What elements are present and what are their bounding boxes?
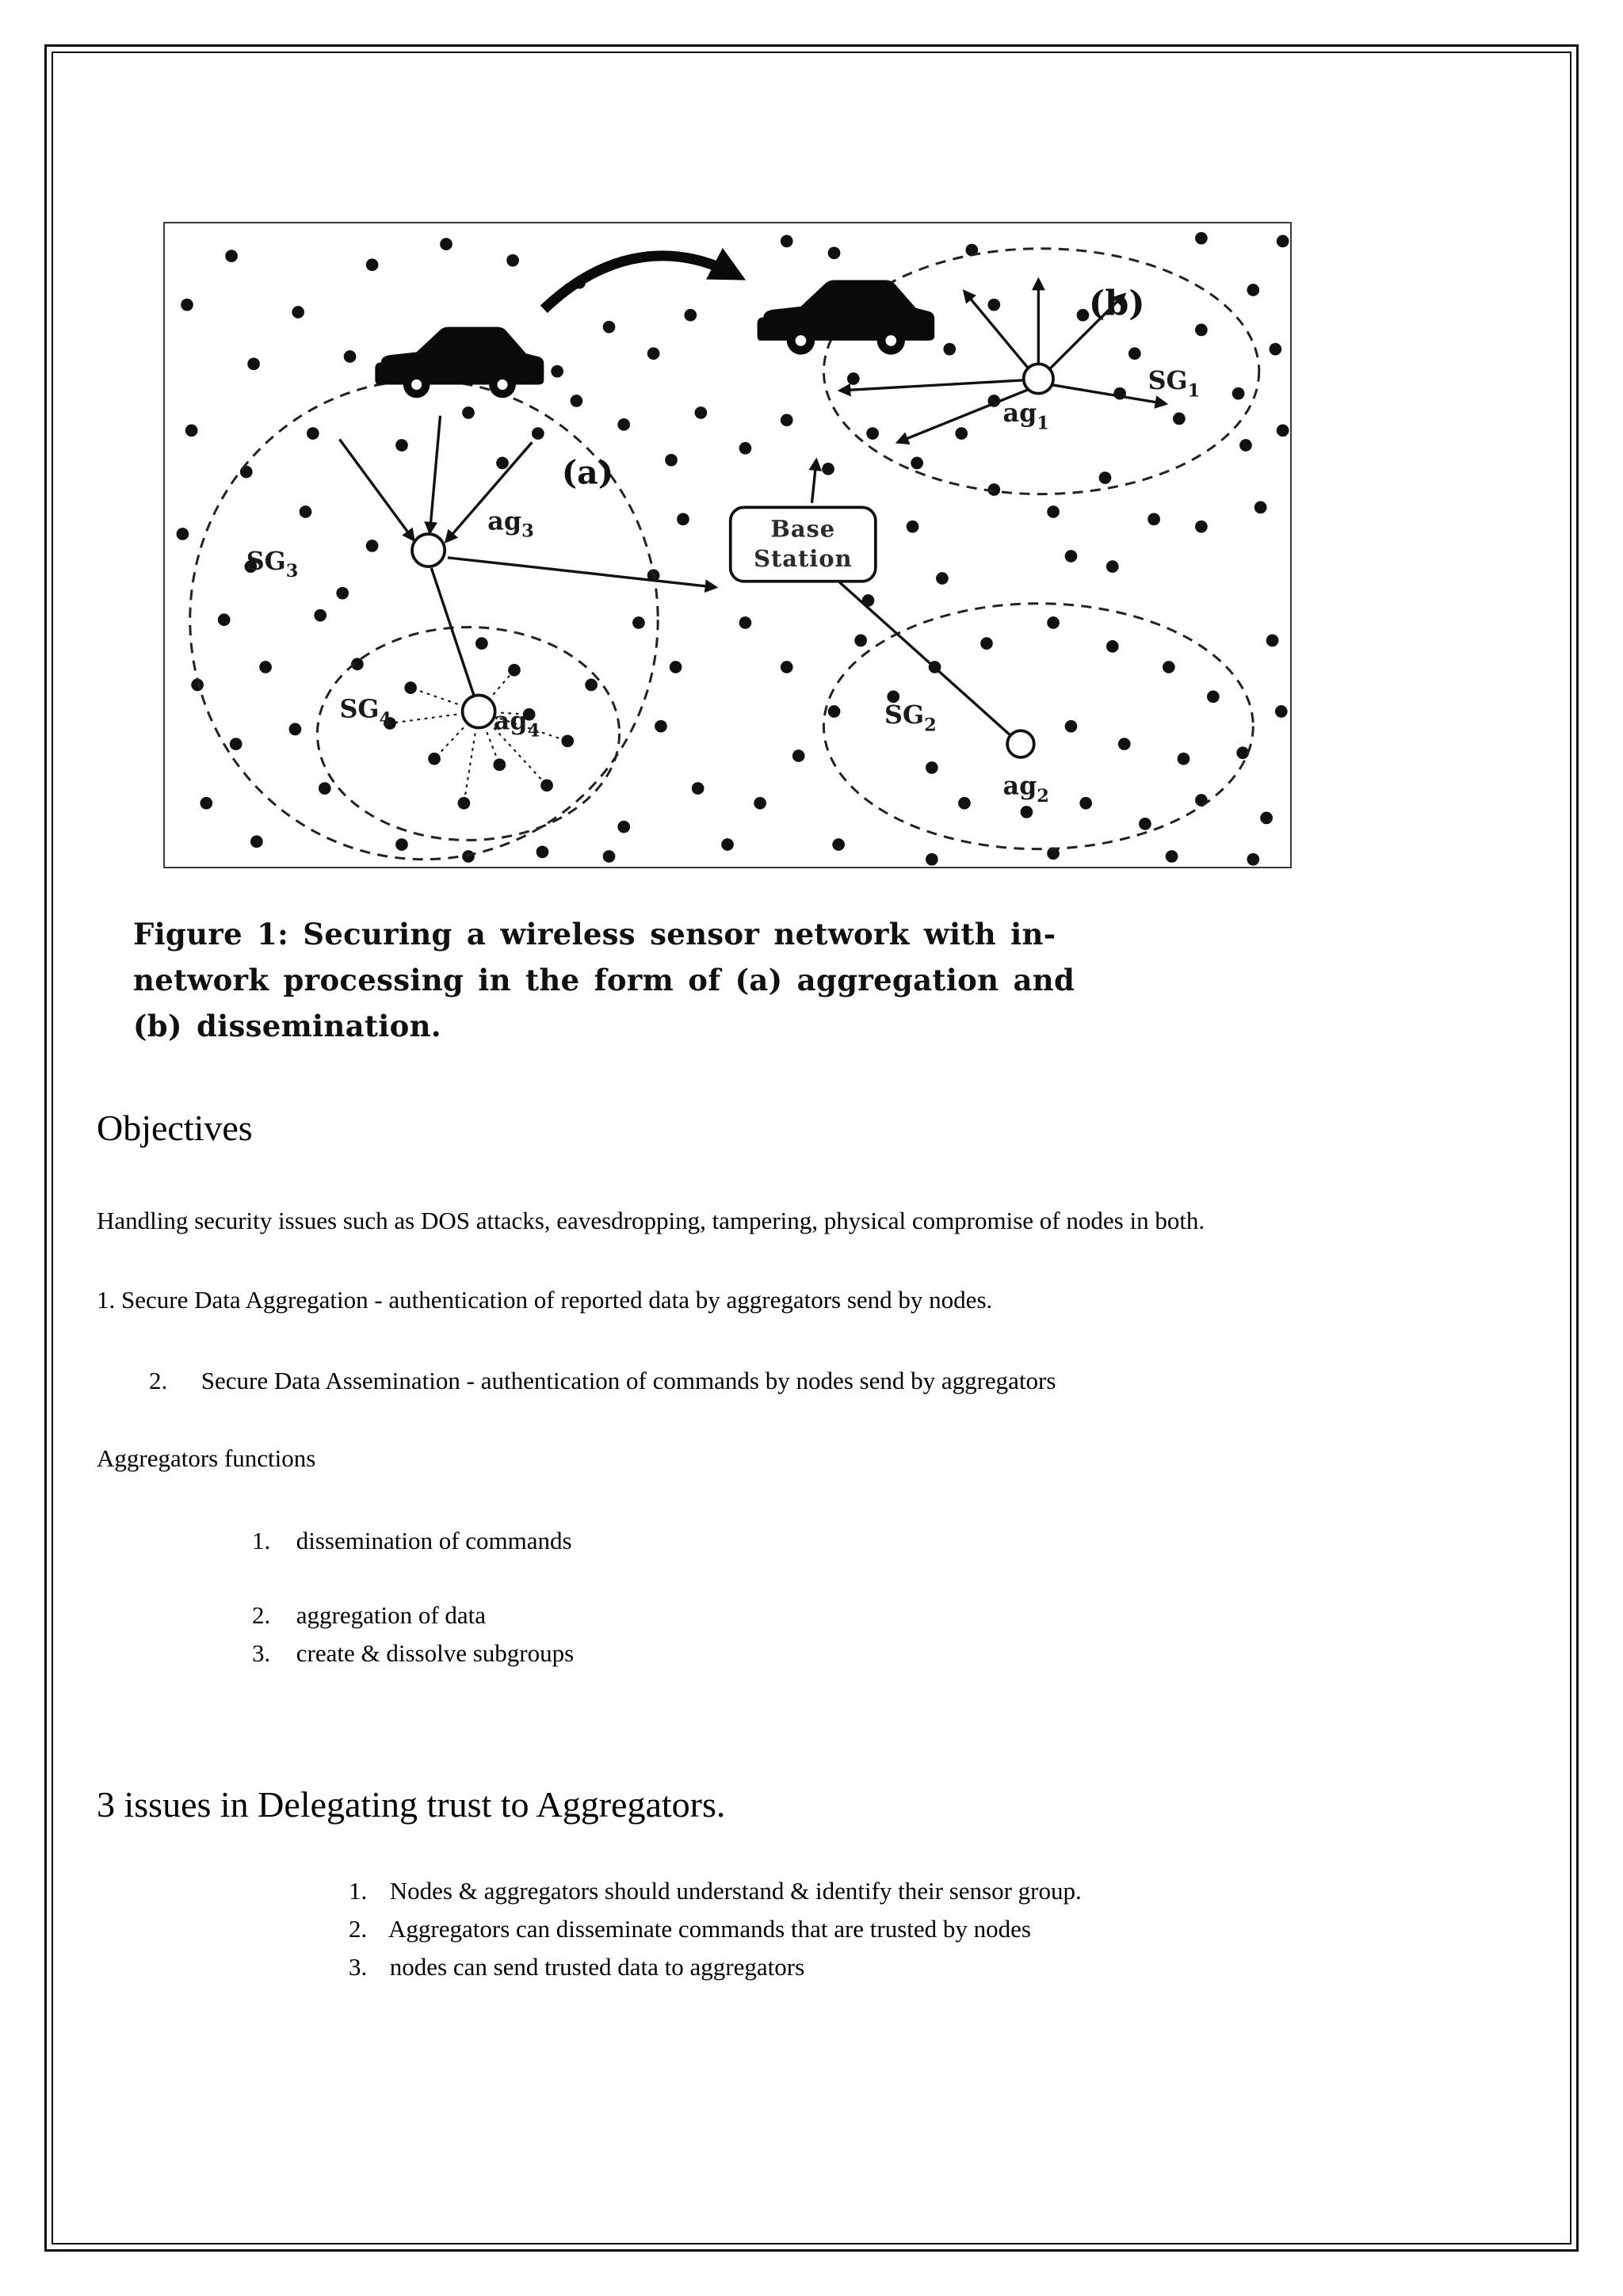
label-sg4 (339, 694, 391, 729)
figure-caption-line2: network processing in the form of (a) aggregation and (133, 963, 1075, 997)
sensor-node-dot (319, 782, 331, 795)
sensor-node-dot (958, 797, 971, 810)
sensor-node-dot (496, 457, 509, 470)
sensor-node-dot (247, 357, 260, 370)
sensor-node-dot (428, 753, 441, 765)
objective-item-2 (149, 1366, 1536, 1397)
label-sg1-base: SG (1148, 366, 1188, 396)
sensor-node-dot (926, 761, 938, 774)
sensor-node-dot (907, 521, 919, 533)
issues-heading: 3 issues in Delegating trust to Aggregators. (97, 1784, 726, 1825)
sensor-node-dot (561, 734, 574, 747)
sensor-node-dot (1269, 343, 1281, 356)
label-ag1-base: ag (1002, 399, 1037, 429)
sensor-node-dot (1260, 812, 1273, 825)
issue-item-1-number: 1. (349, 1877, 368, 1905)
sensor-node-dot (366, 258, 379, 271)
sensor-node-dot (943, 343, 956, 356)
sensor-node-dot (1247, 284, 1259, 296)
sensor-node-dot (177, 528, 189, 540)
objective-item-1-text: Secure Data Aggregation - authentication of reported data by aggregators send by nodes. (121, 1286, 993, 1314)
sensor-node-dot (300, 505, 312, 518)
sensor-node-dot (1047, 616, 1060, 629)
sensor-node-dot (739, 442, 752, 455)
sensor-node-dot (781, 661, 793, 673)
sensor-node-dot (1207, 690, 1220, 703)
sensor-node-dot (493, 758, 506, 771)
label-ag3-sub: 3 (521, 521, 534, 542)
sensor-node-dot (1065, 550, 1078, 563)
sensor-node-dot (670, 661, 682, 673)
label-sg3-base: SG (246, 546, 286, 576)
sensor-node-dot (980, 637, 993, 650)
objective-item-1-number: 1. (97, 1286, 116, 1314)
issue-item-2-text: Aggregators can disseminate commands that are trusted by nodes (388, 1915, 1031, 1943)
sensor-node-dot (1065, 720, 1078, 733)
car-motion-arrow (544, 256, 736, 309)
function-item-3-text: create & dissolve subgroups (296, 1639, 575, 1667)
sensor-node-dot (1277, 235, 1289, 248)
sensor-node-dot (1254, 502, 1267, 514)
label-ag3 (487, 506, 533, 541)
sensor-node-dot (617, 418, 630, 431)
label-b: (b) (1088, 284, 1145, 324)
aggregation-arrow (339, 440, 413, 540)
sensor-node-dot (792, 749, 805, 762)
label-ag4-base: ag (493, 706, 528, 736)
sensor-node-dot (366, 540, 379, 552)
sensor-node-dot (314, 609, 327, 622)
ag3-to-base-station-arrow (448, 558, 716, 587)
sensor-node-dot (292, 306, 304, 318)
sensor-node-dot (1266, 635, 1279, 647)
sensor-node-dot (854, 635, 867, 647)
objectives-heading: Objectives (97, 1108, 253, 1148)
issue-item-3 (349, 1952, 1458, 1983)
sensor-node-dot (185, 424, 198, 437)
dissemination-arrow (840, 380, 1024, 391)
sensor-node-dot (632, 616, 645, 629)
sensor-node-dot (1099, 471, 1112, 484)
sensor-node-dot (655, 720, 667, 733)
sensor-node-dot (832, 838, 845, 851)
sensor-node-dot (603, 850, 616, 863)
sensor-node-dot (1195, 324, 1208, 337)
aggregator-node-ag3 (412, 534, 445, 566)
sensor-node-dot (307, 427, 319, 440)
sensor-node-dot (692, 782, 705, 795)
base-station-uplink-arrow (812, 460, 817, 503)
network-diagram (165, 223, 1290, 867)
objective-item-2-text: Secure Data Assemination - authentication of commands by nodes send by aggregators (200, 1367, 1056, 1394)
label-ag2 (1003, 772, 1049, 807)
sensor-node-dot (537, 845, 549, 858)
sensor-node-dot (665, 454, 678, 467)
sensor-node-dot (987, 299, 1000, 311)
label-ag1-sub: 1 (1037, 413, 1049, 434)
label-ag4-sub: 4 (527, 720, 540, 742)
sensor-node-dot (1077, 309, 1090, 322)
sensor-node-dot (1106, 640, 1119, 653)
functions-heading: Aggregators functions (97, 1444, 316, 1472)
sensor-node-dot (828, 246, 841, 259)
aggregator-node-ag1 (1024, 364, 1053, 393)
sensor-node-dot (540, 779, 553, 791)
sensor-node-dot (571, 395, 583, 407)
sensor-node-dot (440, 238, 453, 250)
sensor-node-dot (218, 613, 231, 626)
sensor-node-dot (551, 365, 563, 378)
sensor-node-dot (647, 347, 660, 360)
base-station-label-line1: Base (770, 515, 836, 543)
sensor-node-dot (462, 406, 475, 419)
car-icon-right (758, 280, 935, 354)
sensor-node-dot (230, 738, 242, 750)
sensor-node-dot (911, 457, 923, 470)
label-sg4-sub: 4 (379, 708, 392, 730)
sensor-node-dot (617, 821, 630, 833)
function-item-3-number: 3. (252, 1639, 271, 1667)
label-ag2-sub: 2 (1037, 785, 1049, 807)
issue-item-1 (349, 1876, 1458, 1907)
issue-item-2 (349, 1914, 1458, 1945)
sensor-node-dot (1118, 738, 1131, 750)
label-sg4-base: SG (339, 694, 380, 724)
sensor-node-dot (336, 587, 349, 600)
sensor-node-dot (866, 427, 879, 440)
sensor-node-dot (344, 350, 357, 363)
sensor-node-dot (926, 853, 938, 866)
sensor-node-dot (822, 463, 834, 475)
sensor-node-dot (532, 427, 544, 440)
sensor-node-dot (1148, 513, 1160, 525)
aggregator-node-ag4 (463, 695, 495, 727)
function-item-3 (252, 1638, 574, 1669)
sensor-node-dot (1106, 560, 1119, 573)
label-sg3 (246, 547, 299, 582)
label-sg1-sub: 1 (1187, 380, 1201, 402)
objective-item-2-number: 2. (149, 1367, 168, 1394)
sensor-node-dot (1247, 853, 1259, 866)
sensor-node-dot (1021, 806, 1033, 818)
sensor-node-dot (1277, 424, 1289, 437)
sensor-node-dot (721, 838, 734, 851)
sensor-node-dot (781, 235, 793, 248)
sensor-node-dot (1047, 505, 1060, 518)
sensor-node-dot (259, 661, 272, 673)
sensor-node-dot (462, 850, 475, 863)
sensor-node-dot (739, 616, 752, 629)
sensor-node-dot (475, 637, 488, 650)
car-icon-left (375, 327, 544, 399)
function-item-1-text: dissemination of commands (296, 1527, 572, 1554)
sensor-node-dot (1163, 661, 1175, 673)
sensor-node-dot (1178, 753, 1190, 765)
label-sg2-sub: 2 (924, 715, 937, 736)
sensor-node-dot (1275, 705, 1288, 718)
sensor-node-dot (395, 439, 408, 452)
sensor-node-dot (1166, 850, 1178, 863)
sensor-node-dot (684, 309, 697, 322)
sensor-node-dot (1195, 232, 1208, 245)
sensor-node-dot (955, 427, 968, 440)
function-item-2 (252, 1600, 486, 1631)
label-sg2-base: SG (884, 700, 925, 730)
sensor-node-dot (1128, 347, 1141, 360)
function-item-1-number: 1. (252, 1527, 271, 1554)
sensor-node-dot (847, 372, 860, 385)
function-item-2-number: 2. (252, 1601, 271, 1629)
sensor-node-dot (506, 254, 519, 267)
label-ag1 (1003, 399, 1049, 433)
sensor-node-dot (677, 513, 689, 525)
label-ag2-base: ag (1002, 771, 1037, 801)
sensor-node-dot (200, 797, 212, 810)
sensor-node-dot (1173, 413, 1186, 425)
sensor-node-dot (181, 299, 193, 311)
label-sg2 (884, 700, 937, 735)
ag3-to-ag4-link (431, 568, 474, 696)
label-a: (a) (561, 452, 614, 492)
issue-item-3-number: 3. (349, 1953, 368, 1981)
aggregation-arrow (430, 416, 440, 532)
sensor-node-dot (781, 414, 793, 426)
sensor-node-dot (1239, 439, 1252, 452)
figure-panel (163, 222, 1292, 868)
sensor-node-dot (828, 705, 841, 718)
issue-item-3-text: nodes can send trusted data to aggregators (389, 1953, 805, 1981)
sensor-node-dot (1195, 521, 1208, 533)
sensor-group-ellipse-sg4 (317, 627, 619, 841)
aggregator-node-ag2 (1007, 730, 1034, 757)
label-sg1 (1148, 366, 1201, 401)
objective-item-1 (97, 1285, 1523, 1316)
figure-caption-line1: Figure 1: Securing a wireless sensor network with in- (133, 917, 1056, 952)
sensor-node-dot (250, 835, 263, 848)
sensor-node-dot (289, 723, 302, 736)
label-sg3-sub: 3 (285, 561, 299, 582)
issue-item-2-number: 2. (349, 1915, 368, 1943)
label-ag3-base: ag (487, 506, 522, 536)
sensor-node-dot (1139, 818, 1151, 830)
figure-caption-line3: (b) dissemination. (133, 1009, 441, 1043)
sensor-node-dot (754, 797, 766, 810)
sensor-node-dot (936, 572, 949, 585)
sensor-node-dot (458, 797, 471, 810)
objectives-intro: Handling security issues such as DOS attacks, eavesdropping, tampering, physical compromise of nodes in both. (97, 1207, 1205, 1234)
base-station-to-ag2-link (838, 582, 1012, 737)
function-item-1 (252, 1526, 572, 1557)
sensor-node-dot (395, 838, 408, 851)
sensor-node-dot (695, 406, 708, 419)
sensor-node-dot (1079, 797, 1092, 810)
function-item-2-text: aggregation of data (296, 1601, 487, 1629)
sensor-node-dot (404, 681, 417, 694)
sensor-node-dot (508, 664, 521, 677)
sensor-node-dot (603, 321, 616, 334)
figure-caption (133, 911, 1354, 1049)
sensor-node-dot (1232, 387, 1245, 400)
sensor-node-dot (585, 679, 598, 692)
base-station-label-line2: Station (754, 545, 853, 573)
sensor-node-dot (225, 250, 238, 262)
issue-item-1-text: Nodes & aggregators should understand & identify their sensor group. (389, 1877, 1082, 1905)
